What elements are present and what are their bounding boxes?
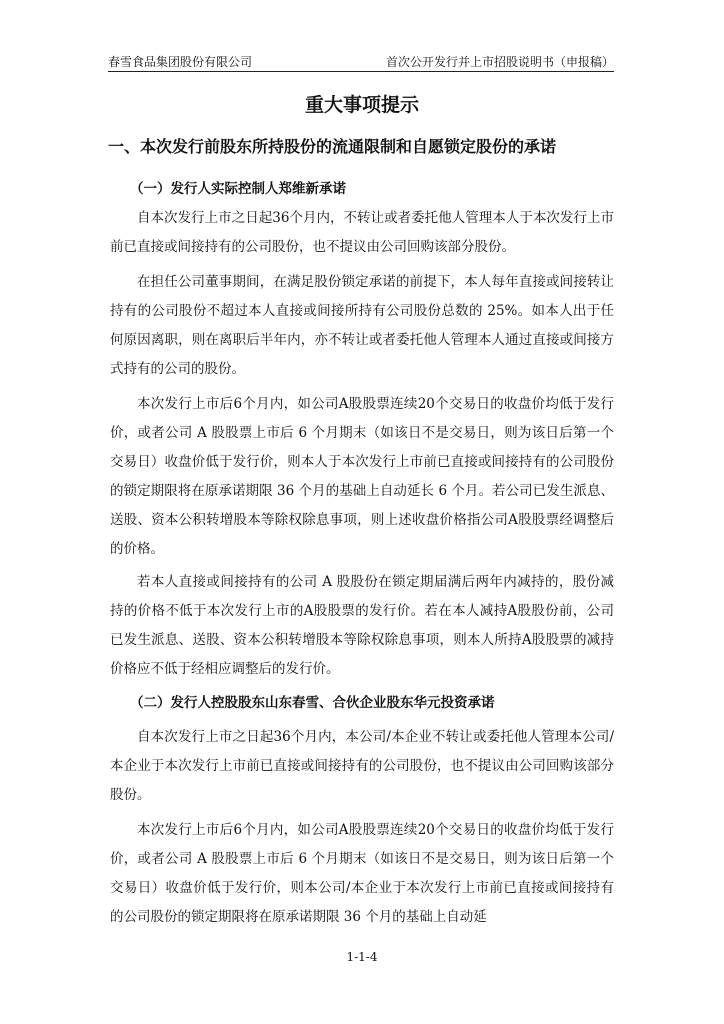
page-number: 1-1-4 — [346, 950, 378, 964]
paragraph: 本次发行上市后6个月内，如公司A股股票连续20个交易日的收盘价均低于发行价，或者公司 A 股股票上市后 6 个月期末（如该日不是交易日，则为该日后第一个交易日）收盘价低于发行价，则本公司/本企业于本次发行上市前已直接或间接持有的公司股份的锁定期限将在原承诺期限 36 个月的基础上自动延 — [110, 822, 614, 925]
paragraph: 本次发行上市后6个月内，如公司A股股票连续20个交易日的收盘价均低于发行价，或者公司 A 股股票上市后 6 个月期末（如该日不是交易日，则为该日后第一个交易日）收盘价低于发行价，则本人于本次发行上市前已直接或间接持有的公司股份的锁定期限将在原承诺期限 36 个月的基础上自动延长 6 个月。若公司已发生派息、送股、资本公积转增股本等除权除息事项，则上述收盘价格指公司A股股票经调整后的价格。 — [110, 396, 614, 557]
section-heading: 一、本次发行前股东所持股份的流通限制和自愿锁定股份的承诺 — [108, 137, 557, 156]
paragraph: 若本人直接或间接持有的公司 A 股股份在锁定期届满后两年内减持的，股份减持的价格不低于本次发行上市的A股股票的发行价。若在本人减持A股股份前，公司已发生派息、送股、资本公积转增股本等除权除息事项，则本人所持A股股票的减持价格应不低于经相应调整后的发行价。 — [110, 574, 614, 677]
paragraph: 自本次发行上市之日起36个月内，本公司/本企业不转让或委托他人管理本公司/本企业于本次发行上市前已直接或间接持有的公司股份，也不提议由公司回购该部分股份。 — [110, 729, 614, 803]
paragraph: 自本次发行上市之日起36个月内，不转让或者委托他人管理本人于本次发行上市前已直接或间接持有的公司股份，也不提议由公司回购该部分股份。 — [110, 210, 614, 255]
page-title: 重大事项提示 — [304, 94, 419, 116]
subsection-heading-2: （二）发行人控股股东山东春雪、合伙企业股东华元投资承诺 — [130, 695, 495, 711]
header-company: 春雪食品集团股份有限公司 — [108, 55, 253, 69]
header-doc-title: 首次公开发行并上市招股说明书（申报稿） — [385, 55, 614, 69]
running-header — [108, 50, 614, 70]
header-divider — [108, 71, 614, 72]
paragraph: 在担任公司董事期间，在满足股份锁定承诺的前提下，本人每年直接或间接转让持有的公司股份不超过本人直接或间接所持有公司股份总数的 25%。如本人出于任何原因离职，则在离职后半年内，亦不转让或者委托他人管理本人通过直接或间接方式持有的公司的股份。 — [110, 274, 614, 377]
subsection-heading-1: （一）发行人实际控制人郑维新承诺 — [130, 181, 346, 197]
